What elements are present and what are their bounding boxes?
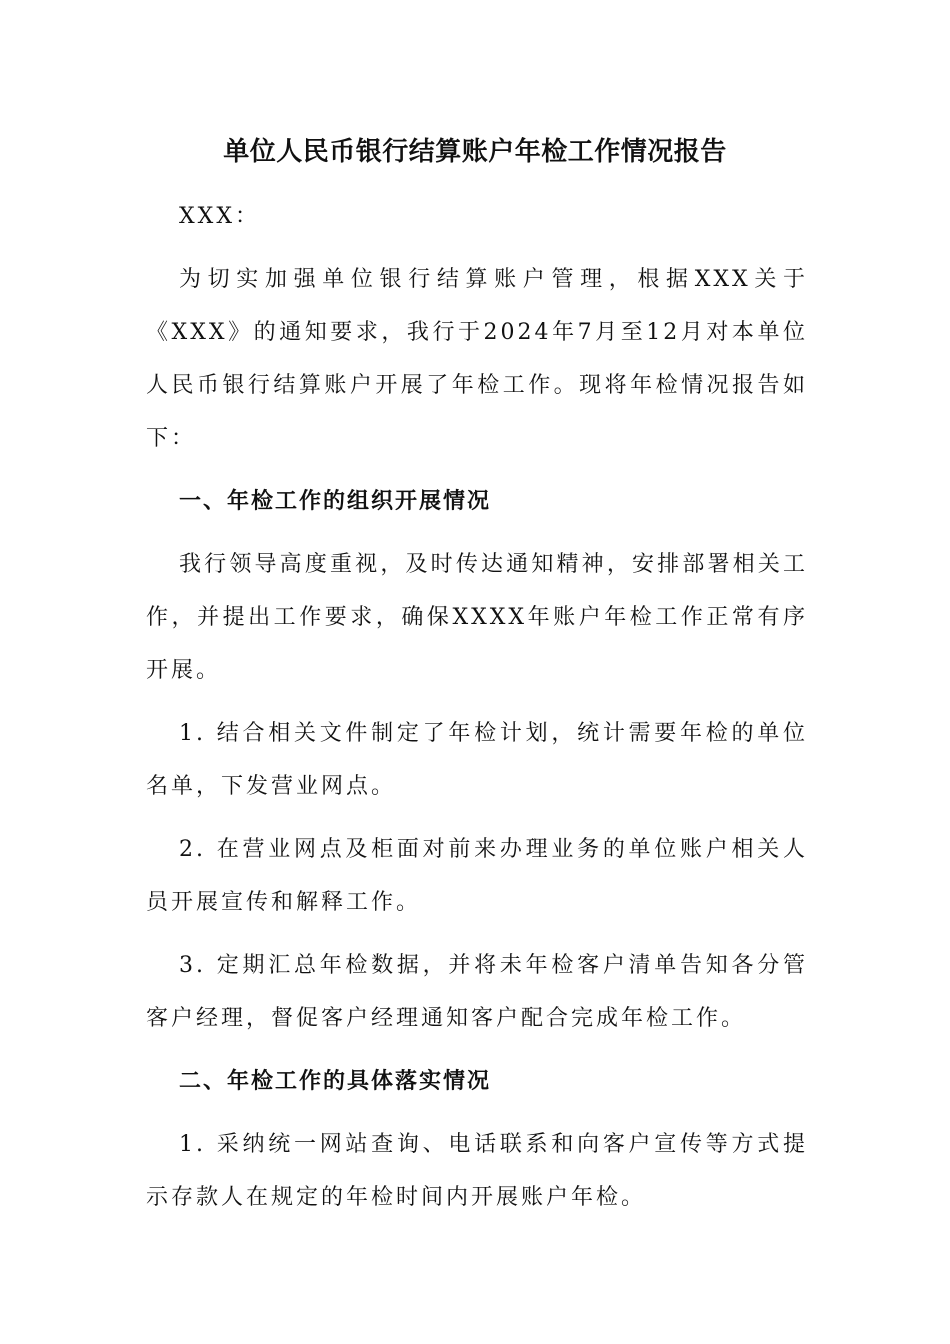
- document-title: 单位人民币银行结算账户年检工作情况报告: [223, 137, 727, 167]
- section-2-heading: 二、年检工作的具体落实情况: [179, 1069, 492, 1094]
- section-1-heading: 一、年检工作的组织开展情况: [179, 489, 492, 514]
- item-number: 1.: [179, 721, 206, 746]
- item-number: 3.: [179, 953, 206, 978]
- item-text: 结合相关文件制定了年检计划，统计需要年检的单位名单，下发营业网点。: [146, 721, 808, 799]
- section-1-paragraph: 我行领导高度重视，及时传达通知精神，安排部署相关工作，并提出工作要求，确保XXXX年账户年检工作正常有序开展。: [146, 552, 808, 683]
- item-number: 2.: [179, 837, 206, 862]
- intro-paragraph: 为切实加强单位银行结算账户管理，根据XXX关于《XXX》的通知要求，我行于2024年7月至12月对本单位人民币银行结算账户开展了年检工作。现将年检情况报告如下：: [146, 267, 808, 451]
- section-1-item-3: [146, 939, 808, 1045]
- item-text: 定期汇总年检数据，并将未年检客户清单告知各分管客户经理，督促客户经理通知客户配合完成年检工作。: [146, 953, 808, 1031]
- item-number: 1.: [179, 1132, 206, 1157]
- section-2-item-1: [146, 1118, 808, 1224]
- item-text: 采纳统一网站查询、电话联系和向客户宣传等方式提示存款人在规定的年检时间内开展账户年检。: [146, 1132, 808, 1210]
- item-text: 在营业网点及柜面对前来办理业务的单位账户相关人员开展宣传和解释工作。: [146, 837, 808, 915]
- salutation: XXX：: [179, 204, 260, 229]
- document-body: [146, 190, 808, 1234]
- section-1-item-1: [146, 707, 808, 813]
- section-1-item-2: [146, 823, 808, 929]
